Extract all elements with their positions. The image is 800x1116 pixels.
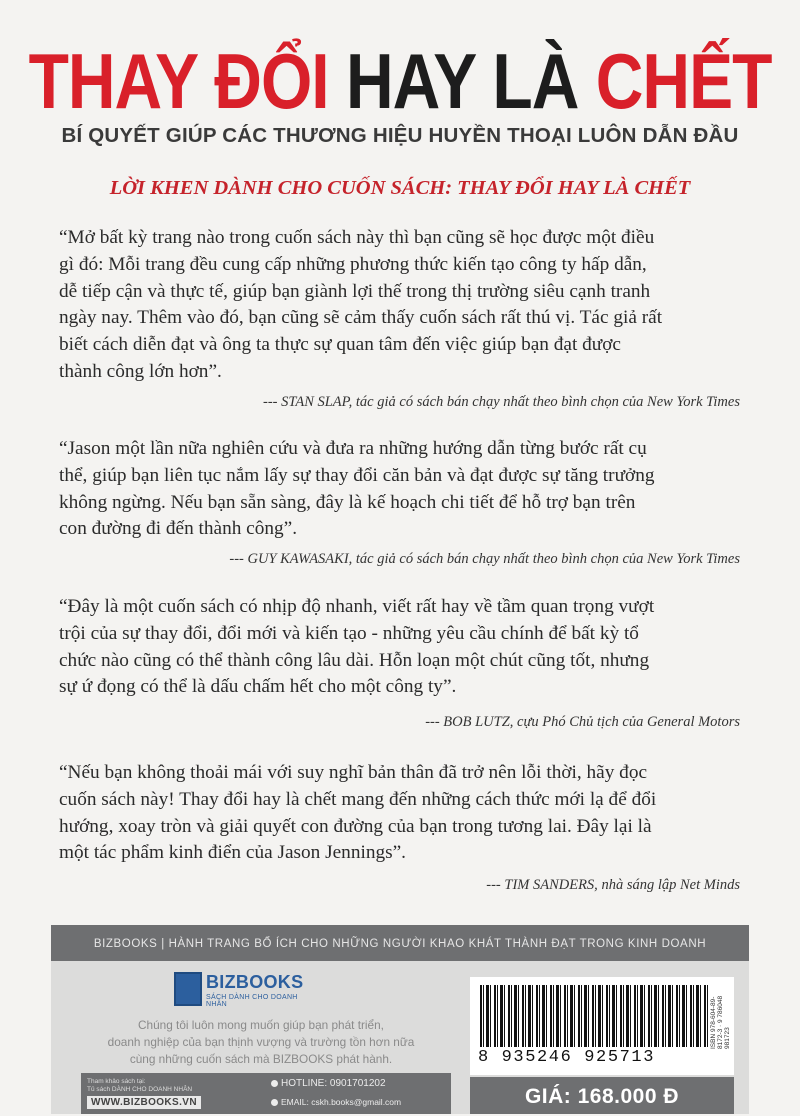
phone-icon <box>271 1080 278 1087</box>
quote-line: con đường đi đến thành công”. <box>59 518 298 540</box>
promo-line: Chúng tôi luôn mong muốn giúp bạn phát triển, <box>138 1018 384 1032</box>
bizbooks-logo <box>174 972 304 1008</box>
price-label: GIÁ: 168.000 Đ <box>470 1077 734 1114</box>
quote-line: thể, giúp bạn liên tục nắm lấy sự thay đổi căn bản và đạt được sự tăng trưởng <box>59 464 655 486</box>
quote-3-attribution <box>425 714 740 731</box>
reference-line: Tủ sách DÀNH CHO DOANH NHÂN <box>87 1086 193 1093</box>
quote-2 <box>59 436 759 543</box>
contact-strip <box>81 1073 451 1114</box>
quote-line: gì đó: Mỗi trang đều cung cấp những phương thức kiến tạo công ty hấp dẫn, <box>59 253 647 275</box>
promo-line: cùng những cuốn sách mà BIZBOOKS phát hành. <box>129 1052 393 1066</box>
isbn-side-text: ISBN 978-604-89-8172-3 · 9 786048 981723 <box>710 995 731 1049</box>
attribution-desc: nhà sáng lập Net Minds <box>597 877 740 893</box>
book-icon <box>174 972 202 1006</box>
attribution-name: --- STAN SLAP, <box>262 394 353 410</box>
website-link[interactable]: WWW.BIZBOOKS.VN <box>87 1096 201 1109</box>
publisher-panel <box>51 925 749 1114</box>
quote-1-attribution <box>263 394 740 411</box>
email <box>271 1097 401 1107</box>
title-part-2: HAY LÀ <box>346 37 579 125</box>
title-part-1: THAY ĐỔI <box>28 37 329 125</box>
quote-line: “Đây là một cuốn sách có nhịp độ nhanh, viết rất hay về tầm quan trọng vượt <box>59 596 655 617</box>
quote-line: trội của sự thay đổi, đổi mới và kiến tạo - những yêu cầu chính để bất kỳ tổ <box>59 622 639 644</box>
quote-line: cuốn sách này! Thay đổi hay là chết mang đến những cách thức mới lạ để đổi <box>59 788 657 810</box>
quote-1 <box>59 225 759 386</box>
quote-line: “Nếu bạn không thoải mái với suy nghĩ bản thân đã trở nên lỗi thời, hãy đọc <box>59 762 648 783</box>
logo-name: BIZBOOKS <box>206 972 304 992</box>
attribution-desc: cựu Phó Chủ tịch của General Motors <box>513 714 740 730</box>
attribution-name: --- TIM SANDERS, <box>486 877 598 893</box>
barcode-digits: 8 935246 925713 <box>478 1048 656 1067</box>
book-subtitle: BÍ QUYẾT GIÚP CÁC THƯƠNG HIỆU HUYỀN THOẠI LUÔN DẪN ĐẦU <box>61 124 739 147</box>
attribution-desc: tác giả có sách bán chạy nhất theo bình chọn của New York Times <box>352 394 740 410</box>
quote-2-attribution <box>229 551 740 568</box>
reference-line: Tham khảo sách tại: <box>87 1078 146 1085</box>
praise-heading: LỜI KHEN DÀNH CHO CUỐN SÁCH: THAY ĐỔI HAY LÀ CHẾT <box>109 177 691 199</box>
publisher-band: BIZBOOKS | HÀNH TRANG BỔ ÍCH CHO NHỮNG NGƯỜI KHAO KHÁT THÀNH ĐẠT TRONG KINH DOANH <box>51 925 749 961</box>
attribution-desc: tác giả có sách bán chạy nhất theo bình chọn của New York Times <box>352 551 740 567</box>
quote-4-attribution <box>486 877 740 894</box>
quote-line: hướng, xoay tròn và giải quyết con đường của bạn trong tương lai. Đây lại là <box>59 815 652 837</box>
quote-3 <box>59 594 759 701</box>
promo-line: doanh nghiệp của bạn thịnh vượng và trường tồn hơn nữa <box>107 1035 415 1049</box>
attribution-name: --- GUY KAWASAKI, <box>229 551 353 567</box>
quote-4 <box>59 760 759 867</box>
quote-line: biết cách diễn đạt và ông ta thực sự quan tâm đến việc giúp bạn đạt được <box>59 334 621 356</box>
quote-line: dễ tiếp cận và thực tế, giúp bạn giành lợi thế trong thị trường siêu cạnh tranh <box>59 280 651 302</box>
barcode <box>470 977 734 1075</box>
quote-line: “Jason một lần nữa nghiên cứu và đưa ra những hướng dẫn từng bước rất cụ <box>59 438 647 459</box>
email-text: EMAIL: cskh.books@gmail.com <box>281 1097 402 1107</box>
quote-line: “Mở bất kỳ trang nào trong cuốn sách này thì bạn cũng sẽ học được một điều <box>59 227 655 248</box>
mail-icon <box>271 1099 278 1106</box>
logo-tagline: SÁCH DÀNH CHO DOANH NHÂN <box>206 994 298 1008</box>
hotline-text: HOTLINE: 0901701202 <box>281 1078 386 1089</box>
attribution-name: --- BOB LUTZ, <box>425 714 514 730</box>
reference-text <box>87 1078 192 1094</box>
quote-line: chức nào cũng có thể thành công lâu dài. Hỗn loạn một chút cũng tốt, nhưng <box>59 649 650 671</box>
quote-line: ngày nay. Thêm vào đó, bạn cũng sẽ cảm thấy cuốn sách rất thú vị. Tác giả rất <box>59 307 663 329</box>
quote-line: sự ứ đọng có thể là dấu chấm hết cho một công ty”. <box>59 676 457 698</box>
book-title <box>0 37 800 125</box>
barcode-bars <box>480 985 708 1047</box>
quote-line: không ngừng. Nếu bạn sẵn sàng, đây là kế hoạch chi tiết để hỗ trợ bạn trên <box>59 491 636 513</box>
quote-line: một tác phẩm kinh điển của Jason Jennings”. <box>59 842 406 864</box>
title-part-3: CHẾT <box>595 37 772 125</box>
promo-text <box>71 1017 451 1068</box>
hotline <box>271 1078 386 1089</box>
quote-line: thành công lớn hơn”. <box>59 360 222 382</box>
